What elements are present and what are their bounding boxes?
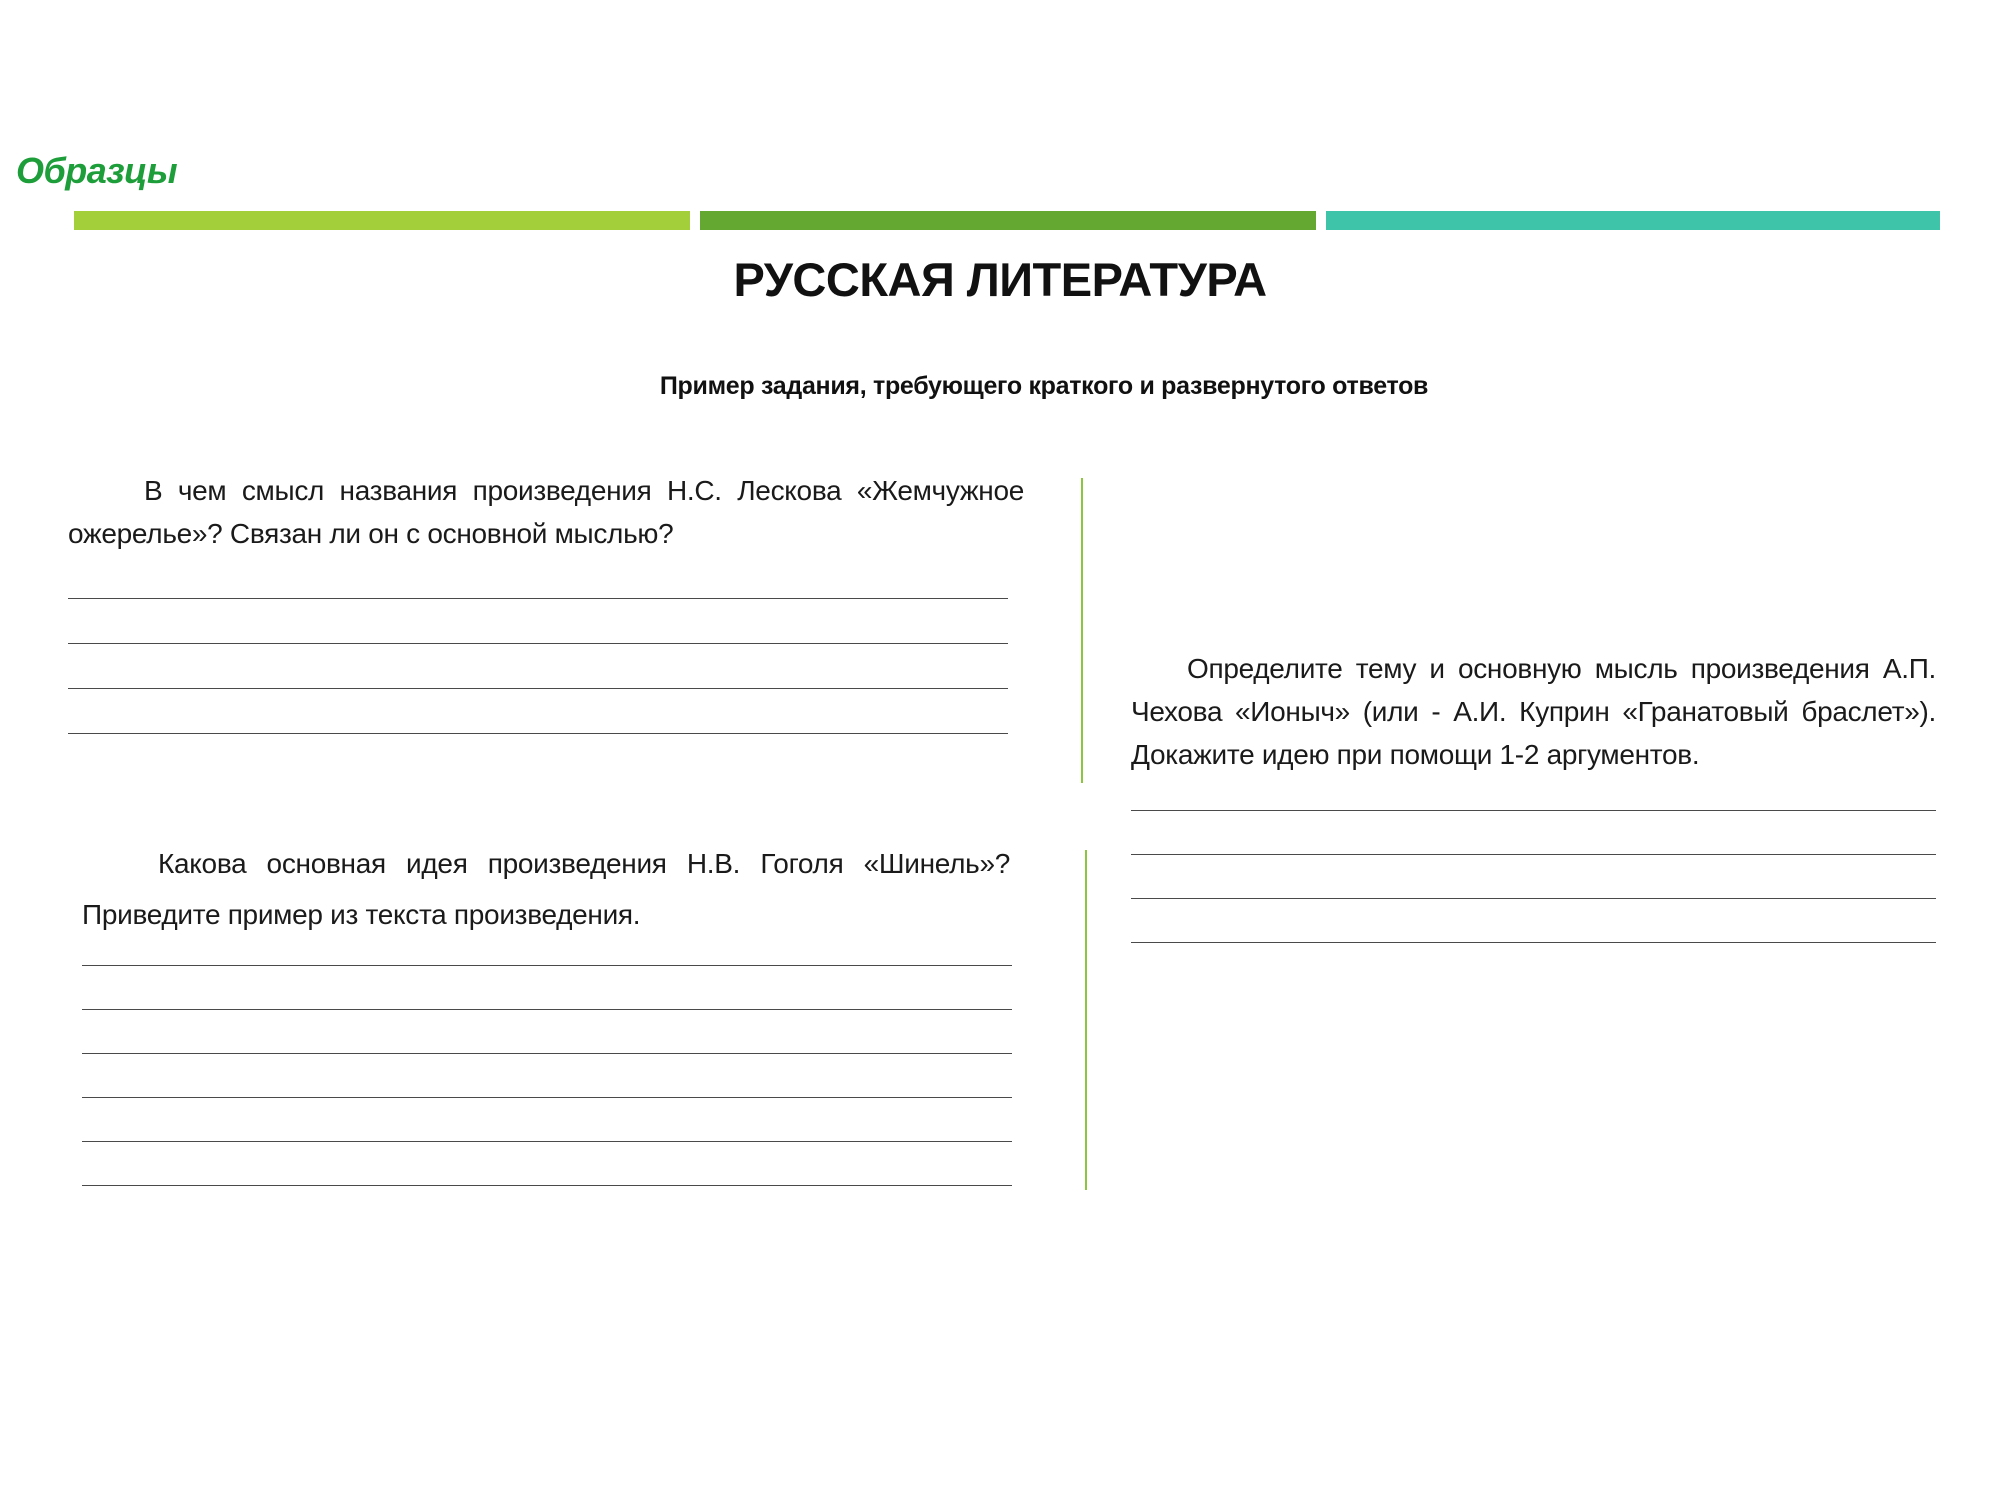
answer-area-2[interactable] [82,965,1012,1195]
question-3: Определите тему и основную мысль произведения А.П. Чехова «Ионыч» (или - А.И. Куприн «Гранатовый браслет»). Докажите идею при помощи 1-2 аргументов. [1131,653,1936,770]
answer-line [1131,810,1936,811]
answer-line [82,965,1012,966]
header-bar-teal [1326,211,1940,230]
answer-line [82,1141,1012,1142]
column-divider-top [1081,478,1083,783]
section-label: Образцы [16,150,178,191]
answer-line [82,1185,1012,1186]
column-divider-bottom [1085,850,1087,1190]
question-1: В чем смысл названия произведения Н.С. Лескова «Жемчужное ожерелье»? Связан ли он с основной мыслью? [68,475,1024,549]
answer-line [68,688,1008,689]
answer-line [1131,854,1936,855]
question-2: Какова основная идея произведения Н.В. Гоголя «Шинель»? Приведите пример из текста произведения. [82,848,1010,930]
answer-line [82,1097,1012,1098]
answer-line [82,1009,1012,1010]
answer-line [1131,898,1936,899]
answer-line [68,733,1008,734]
answer-line [1131,942,1936,943]
answer-area-3[interactable] [1131,810,1936,950]
page-title: РУССКАЯ ЛИТЕРАТУРА [733,253,1267,306]
answer-area-1[interactable] [68,598,1008,738]
header-bar-green [700,211,1316,230]
header-bar-light-green [74,211,690,230]
answer-line [68,598,1008,599]
answer-line [68,643,1008,644]
page-subtitle: Пример задания, требующего краткого и развернутого ответов [659,372,1429,400]
answer-line [82,1053,1012,1054]
